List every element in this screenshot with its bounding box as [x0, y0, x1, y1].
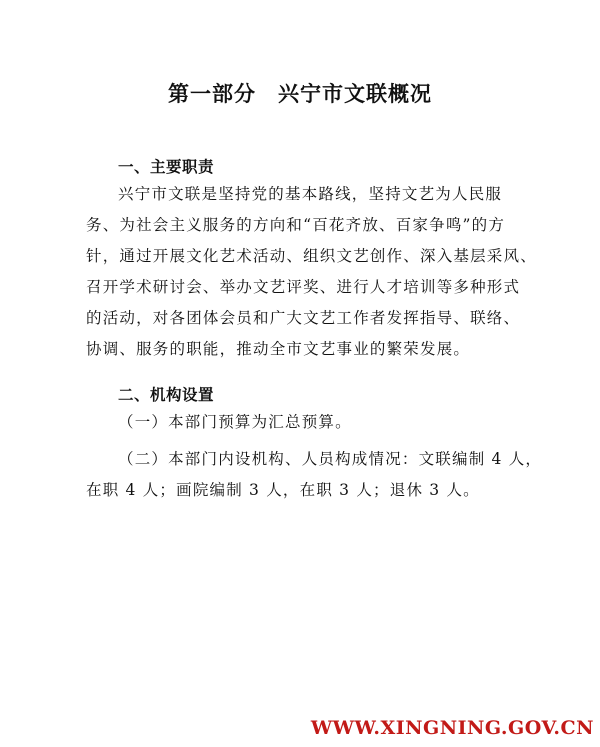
section-heading-organization: 二、机构设置	[118, 386, 215, 404]
paragraph-line: 的活动，对各团体会员和广大文艺工作者发挥指导、联络、	[86, 309, 521, 327]
paragraph-line: 协调、服务的职能，推动全市文艺事业的繁荣发展。	[86, 340, 471, 358]
section-body-organization	[86, 407, 543, 506]
paragraph-line: 召开学术研讨会、举办文艺评奖、进行人才培训等多种形式	[86, 278, 521, 296]
paragraph-line: 在职 4 人；画院编制 3 人，在职 3 人；退休 3 人。	[86, 481, 480, 499]
title-part: 第一部分	[168, 81, 256, 106]
paragraph-line: 兴宁市文联是坚持党的基本路线，坚持文艺为人民服	[118, 185, 503, 203]
paragraph-line: （一）本部门预算为汇总预算。	[118, 413, 352, 431]
paragraph-line: 务、为社会主义服务的方向和“百花齐放、百家争鸣”的方	[86, 216, 506, 234]
title-name: 兴宁市文联概况	[278, 81, 432, 106]
page-title	[0, 78, 600, 108]
site-watermark: WWW.XINGNING.GOV.CN	[310, 717, 594, 739]
section-body-duties	[86, 179, 537, 365]
paragraph-line: 针，通过开展文化艺术活动、组织文艺创作、深入基层采风、	[86, 247, 537, 265]
paragraph-line: （二）本部门内设机构、人员构成情况：文联编制 4 人，	[118, 450, 543, 468]
section-heading-duties: 一、主要职责	[118, 158, 215, 176]
